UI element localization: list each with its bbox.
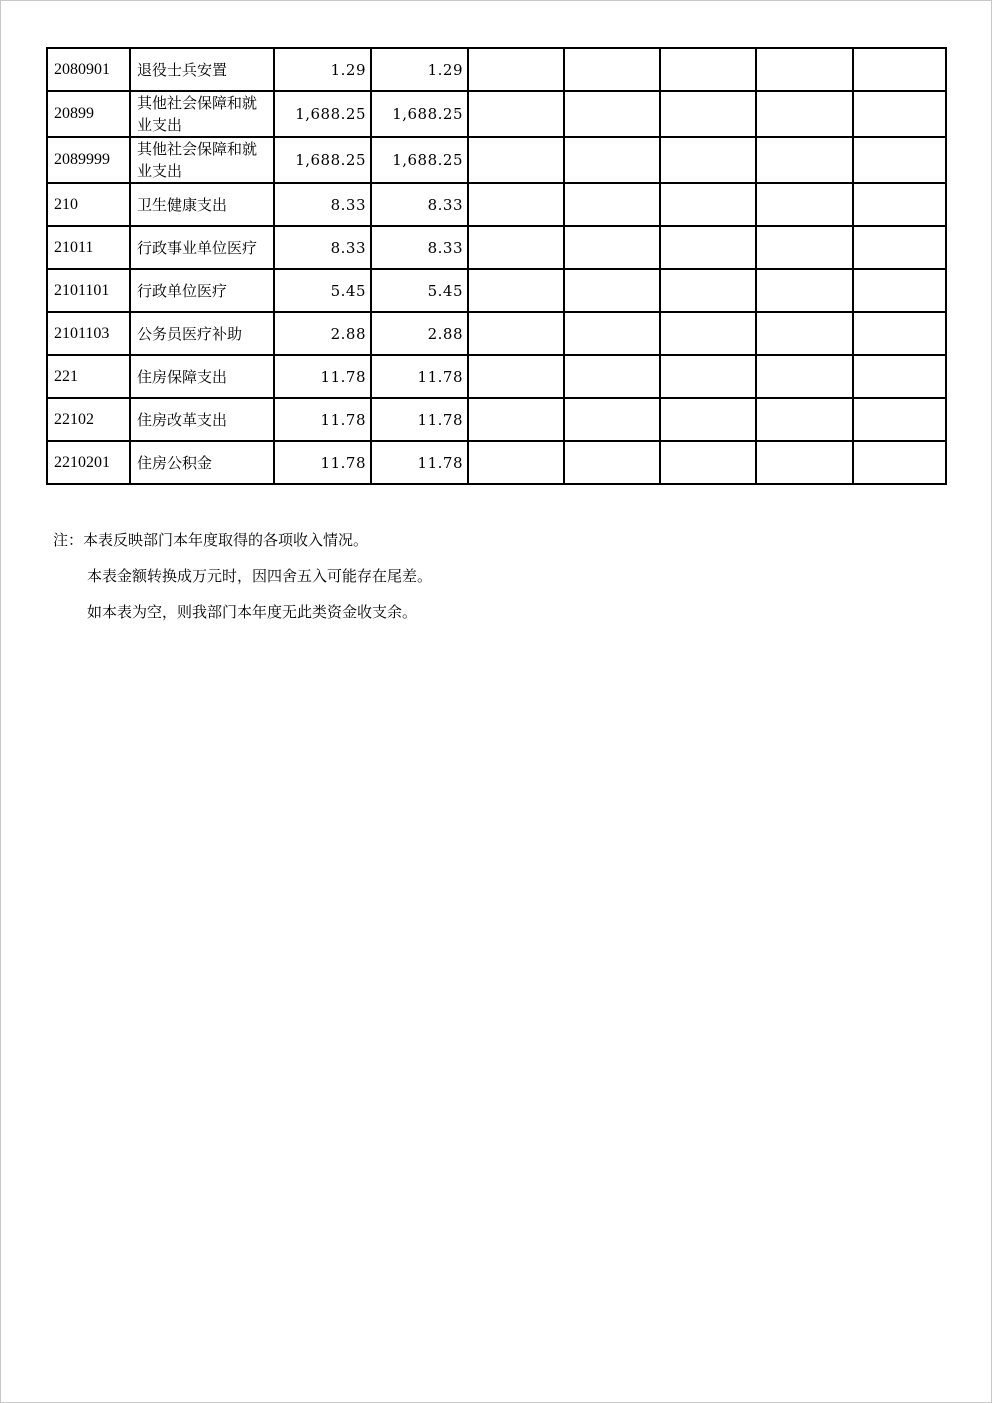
cell-empty xyxy=(564,91,660,137)
cell-amount-basic: 8.33 xyxy=(371,183,468,226)
table-row xyxy=(47,441,946,484)
cell-empty xyxy=(564,441,660,484)
cell-empty xyxy=(660,312,756,355)
cell-name: 卫生健康支出 xyxy=(130,183,274,226)
cell-empty xyxy=(564,269,660,312)
cell-amount-total: 5.45 xyxy=(274,269,371,312)
cell-amount-total: 11.78 xyxy=(274,441,371,484)
cell-amount-total: 1,688.25 xyxy=(274,91,371,137)
cell-code: 210 xyxy=(47,183,130,226)
cell-empty xyxy=(660,137,756,183)
cell-empty xyxy=(564,312,660,355)
cell-code: 20899 xyxy=(47,91,130,137)
cell-name: 其他社会保障和就业支出 xyxy=(130,91,274,137)
table-row xyxy=(47,48,946,91)
cell-amount-total: 8.33 xyxy=(274,226,371,269)
cell-amount-basic: 5.45 xyxy=(371,269,468,312)
cell-empty xyxy=(660,91,756,137)
cell-empty xyxy=(756,183,853,226)
cell-empty xyxy=(756,91,853,137)
cell-empty xyxy=(468,312,564,355)
cell-empty xyxy=(564,48,660,91)
table-row xyxy=(47,91,946,137)
cell-empty xyxy=(468,269,564,312)
table-row xyxy=(47,137,946,183)
cell-amount-basic: 8.33 xyxy=(371,226,468,269)
cell-empty xyxy=(853,269,946,312)
table-row xyxy=(47,226,946,269)
cell-empty xyxy=(853,226,946,269)
cell-empty xyxy=(660,355,756,398)
cell-empty xyxy=(564,137,660,183)
cell-empty xyxy=(660,48,756,91)
note-line-2: 本表金额转换成万元时，因四舍五入可能存在尾差。 xyxy=(87,567,433,585)
table-notes xyxy=(53,530,432,638)
cell-name: 住房保障支出 xyxy=(130,355,274,398)
cell-name: 公务员医疗补助 xyxy=(130,312,274,355)
cell-code: 21011 xyxy=(47,226,130,269)
cell-empty xyxy=(468,48,564,91)
cell-empty xyxy=(756,226,853,269)
cell-code: 22102 xyxy=(47,398,130,441)
cell-empty xyxy=(468,137,564,183)
table-row xyxy=(47,355,946,398)
cell-amount-basic: 1.29 xyxy=(371,48,468,91)
note-line-1: 注：本表反映部门本年度取得的各项收入情况。 xyxy=(53,531,369,549)
cell-empty xyxy=(564,355,660,398)
cell-empty xyxy=(756,355,853,398)
cell-empty xyxy=(564,183,660,226)
cell-code: 2101101 xyxy=(47,269,130,312)
table-body xyxy=(47,48,946,484)
cell-empty xyxy=(468,183,564,226)
cell-amount-basic: 11.78 xyxy=(371,398,468,441)
cell-amount-total: 1,688.25 xyxy=(274,137,371,183)
cell-name: 行政单位医疗 xyxy=(130,269,274,312)
cell-name: 住房公积金 xyxy=(130,441,274,484)
cell-name: 其他社会保障和就业支出 xyxy=(130,137,274,183)
cell-amount-total: 1.29 xyxy=(274,48,371,91)
table-row xyxy=(47,398,946,441)
cell-code: 2210201 xyxy=(47,441,130,484)
cell-empty xyxy=(853,48,946,91)
cell-empty xyxy=(853,355,946,398)
cell-empty xyxy=(660,183,756,226)
cell-empty xyxy=(853,312,946,355)
note-line-3: 如本表为空，则我部门本年度无此类资金收支余。 xyxy=(87,603,418,621)
cell-empty xyxy=(853,441,946,484)
cell-code: 2089999 xyxy=(47,137,130,183)
cell-amount-basic: 11.78 xyxy=(371,441,468,484)
table-row xyxy=(47,269,946,312)
table-row xyxy=(47,183,946,226)
cell-name: 退役士兵安置 xyxy=(130,48,274,91)
cell-name: 行政事业单位医疗 xyxy=(130,226,274,269)
cell-empty xyxy=(756,269,853,312)
cell-empty xyxy=(468,441,564,484)
cell-empty xyxy=(564,398,660,441)
cell-code: 2080901 xyxy=(47,48,130,91)
budget-table xyxy=(46,47,947,485)
cell-code: 221 xyxy=(47,355,130,398)
cell-empty xyxy=(756,398,853,441)
cell-empty xyxy=(660,398,756,441)
cell-empty xyxy=(660,441,756,484)
cell-empty xyxy=(468,398,564,441)
cell-amount-total: 11.78 xyxy=(274,398,371,441)
cell-amount-basic: 11.78 xyxy=(371,355,468,398)
cell-amount-basic: 1,688.25 xyxy=(371,91,468,137)
cell-empty xyxy=(853,91,946,137)
cell-empty xyxy=(468,91,564,137)
cell-empty xyxy=(468,226,564,269)
cell-empty xyxy=(853,183,946,226)
cell-empty xyxy=(756,312,853,355)
cell-amount-total: 8.33 xyxy=(274,183,371,226)
cell-empty xyxy=(756,441,853,484)
cell-empty xyxy=(853,398,946,441)
table-row xyxy=(47,312,946,355)
cell-code: 2101103 xyxy=(47,312,130,355)
cell-amount-basic: 1,688.25 xyxy=(371,137,468,183)
cell-empty xyxy=(660,226,756,269)
cell-empty xyxy=(564,226,660,269)
cell-empty xyxy=(660,269,756,312)
cell-amount-basic: 2.88 xyxy=(371,312,468,355)
cell-amount-total: 2.88 xyxy=(274,312,371,355)
cell-empty xyxy=(756,48,853,91)
cell-empty xyxy=(853,137,946,183)
cell-empty xyxy=(756,137,853,183)
cell-empty xyxy=(468,355,564,398)
cell-amount-total: 11.78 xyxy=(274,355,371,398)
cell-name: 住房改革支出 xyxy=(130,398,274,441)
